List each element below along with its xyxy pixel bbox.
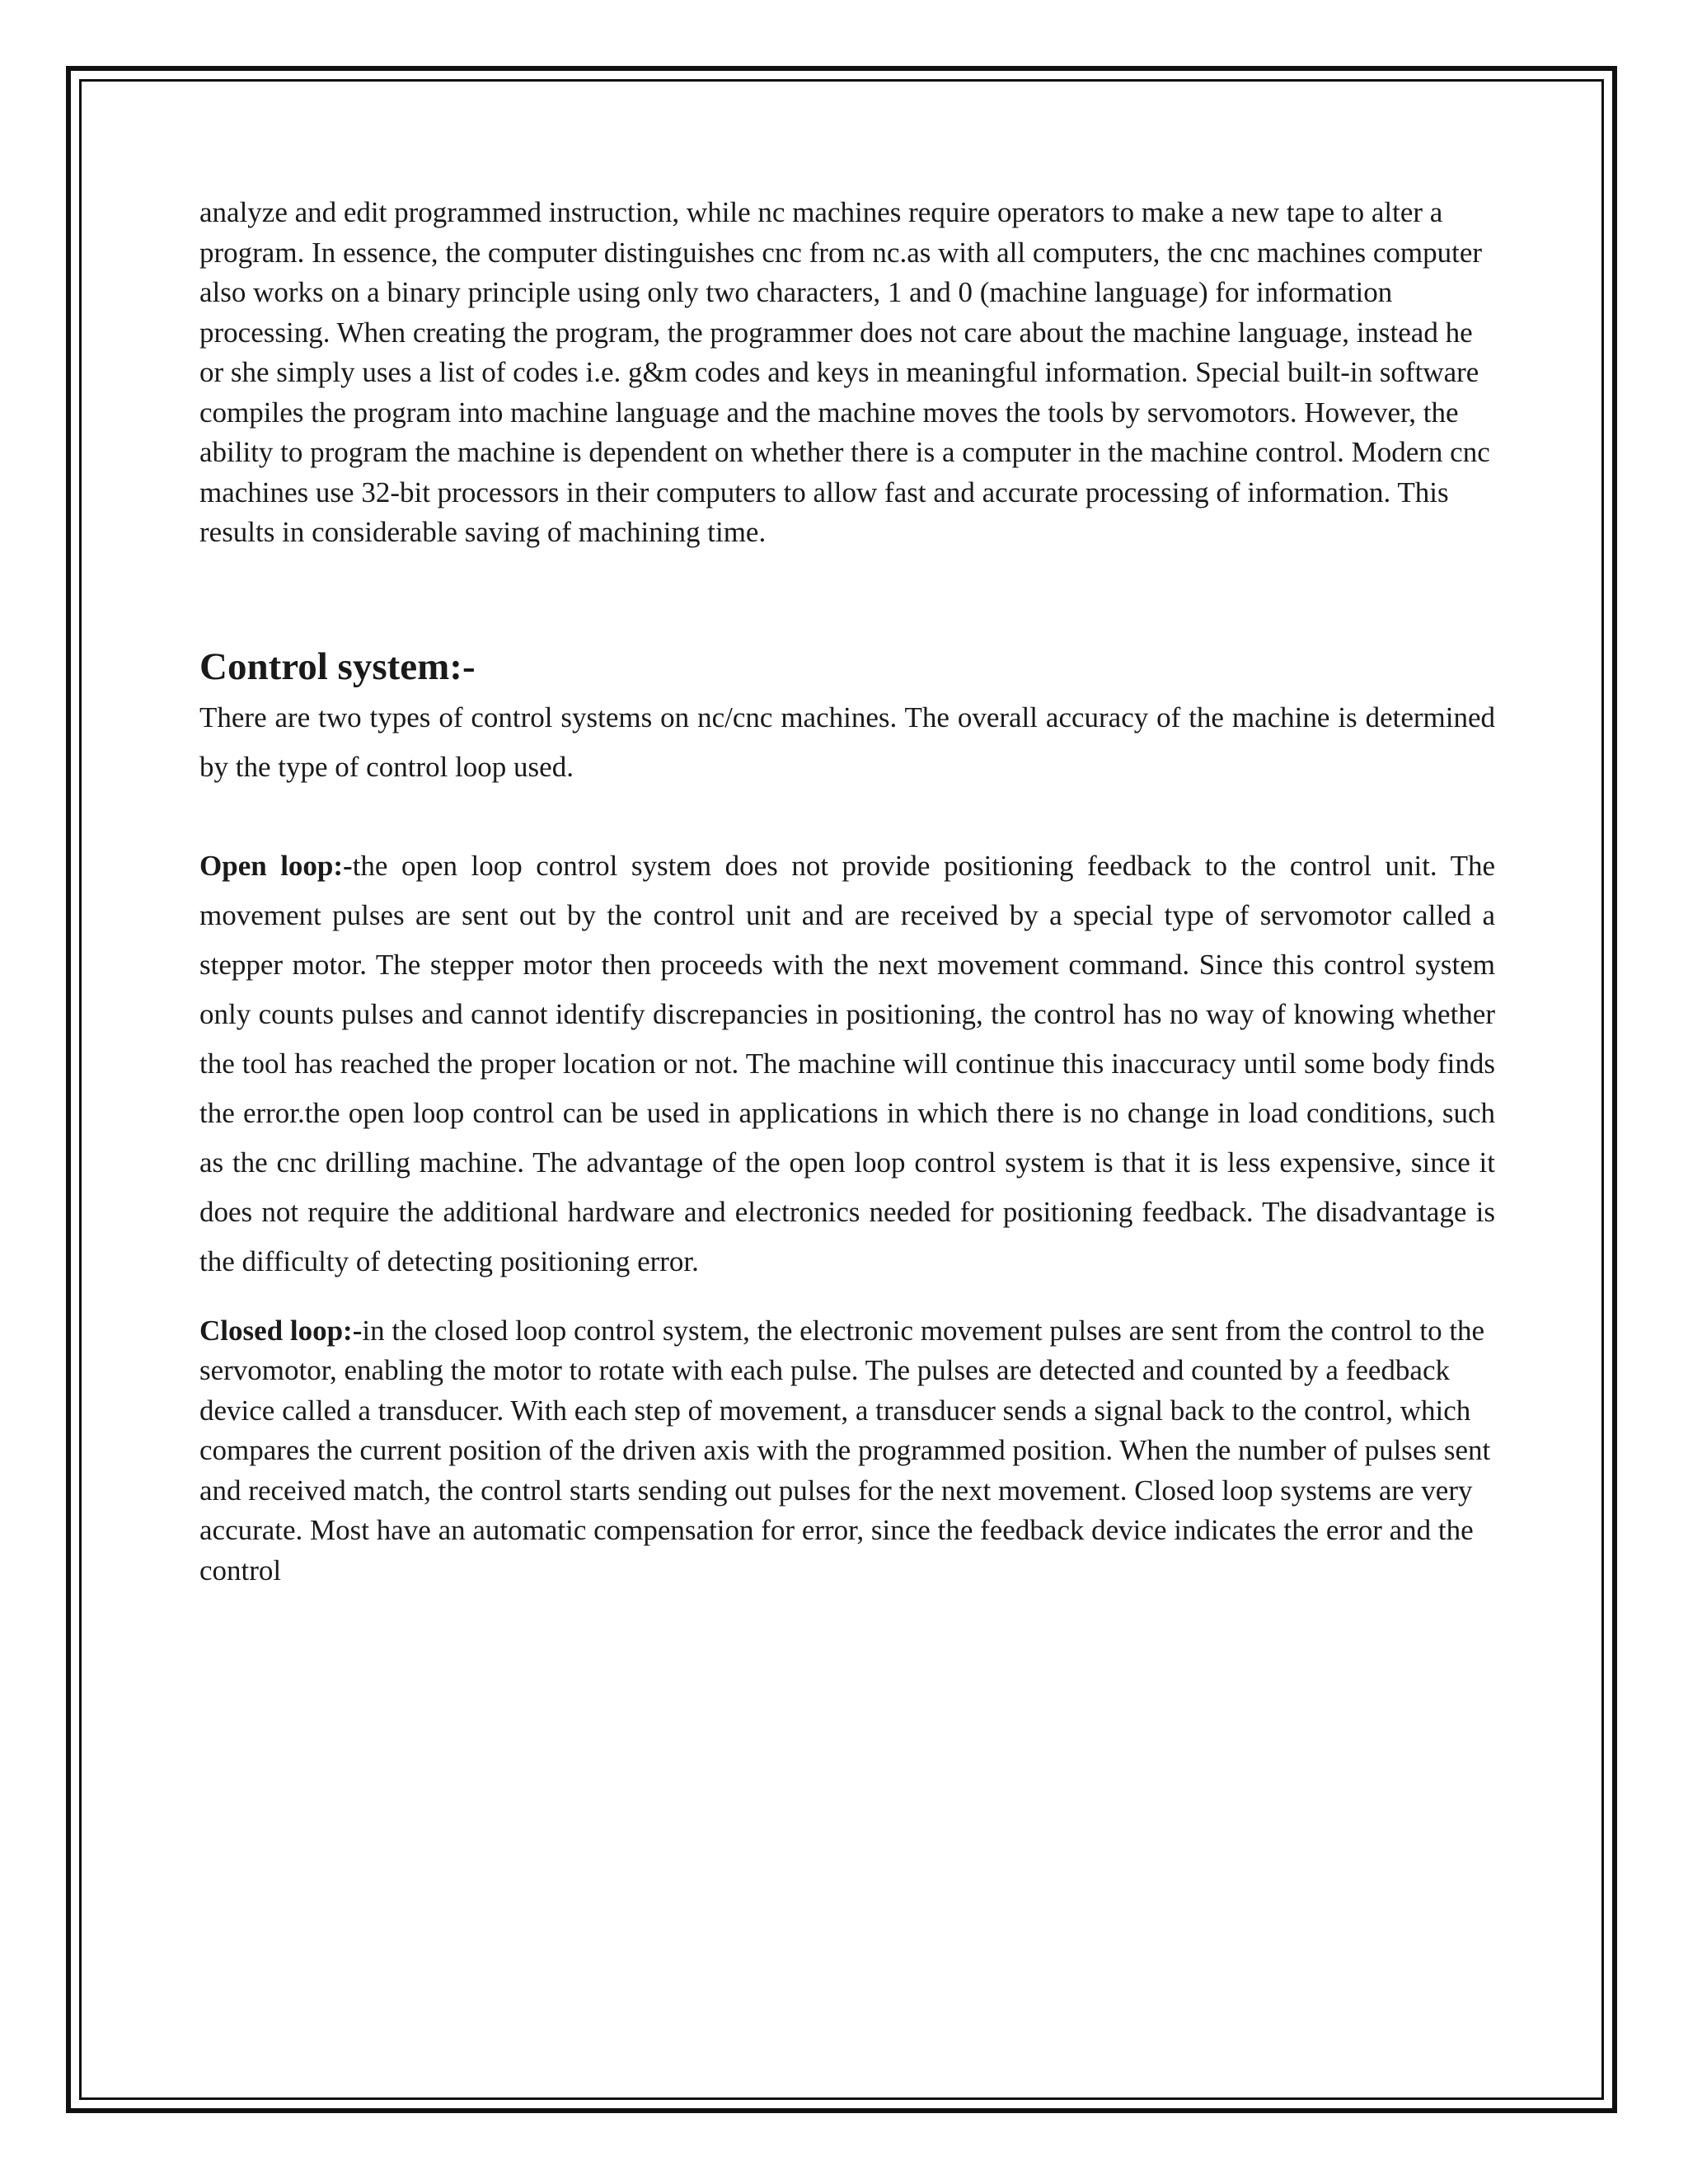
closed-loop-paragraph bbox=[199, 1311, 1495, 1591]
closed-loop-text: in the closed loop control system, the electronic movement pulses are sent from the control to the servomotor, enabling the motor to rotate with each pulse. The pulses are detected and counted by a feedback device called a transducer. With each step of movement, a transducer sends a signal back to the control, which compares the current position of the driven axis with the programmed position. When the number of pulses sent and received match, the control starts sending out pulses for the next movement. Closed loop systems are very accurate. Most have an automatic compensation for error, since the feedback device indicates the error and the control bbox=[199, 1314, 1491, 1586]
open-loop-text: the open loop control system does not provide positioning feedback to the control unit. The movement pulses are sent out by the control unit and are received by a special type of servomotor called a stepper motor. The stepper motor then proceeds with the next movement command. Since this control system only counts pulses and cannot identify discrepancies in positioning, the control has no way of knowing whether the tool has reached the proper location or not. The machine will continue this inaccuracy until some body finds the error.the open loop control can be used in applications in which there is no change in load conditions, such as the cnc drilling machine. The advantage of the open loop control system is that it is less expensive, since it does not require the additional hardware and electronics needed for positioning feedback. The disadvantage is the difficulty of detecting positioning error. bbox=[199, 849, 1495, 1277]
section-heading: Control system:- bbox=[199, 644, 476, 688]
section-intro-paragraph: There are two types of control systems on nc/cnc machines. The overall accuracy of the machine is determined by the type of control loop used. bbox=[199, 701, 1495, 783]
closed-loop-label: Closed loop:- bbox=[199, 1314, 363, 1347]
intro-paragraph: analyze and edit programmed instruction, while nc machines require operators to make a new tape to alter a program. In essence, the computer distinguishes cnc from nc.as with all computers, the cnc machines computer also works on a binary principle using only two characters, 1 and 0 (machine language) for information processing. When creating the program, the programmer does not care about the machine language, instead he or she simply uses a list of codes i.e. g&m codes and keys in meaningful information. Special built-in software compiles the program into machine language and the machine moves the tools by servomotors. However, the ability to program the machine is dependent on whether there is a computer in the machine control. Modern cnc machines use 32-bit processors in their computers to allow fast and accurate processing of information. This results in considerable saving of machining time. bbox=[199, 196, 1490, 548]
open-loop-label: Open loop:- bbox=[199, 849, 353, 882]
document-body bbox=[199, 193, 1495, 1591]
open-loop-paragraph bbox=[199, 841, 1495, 1286]
